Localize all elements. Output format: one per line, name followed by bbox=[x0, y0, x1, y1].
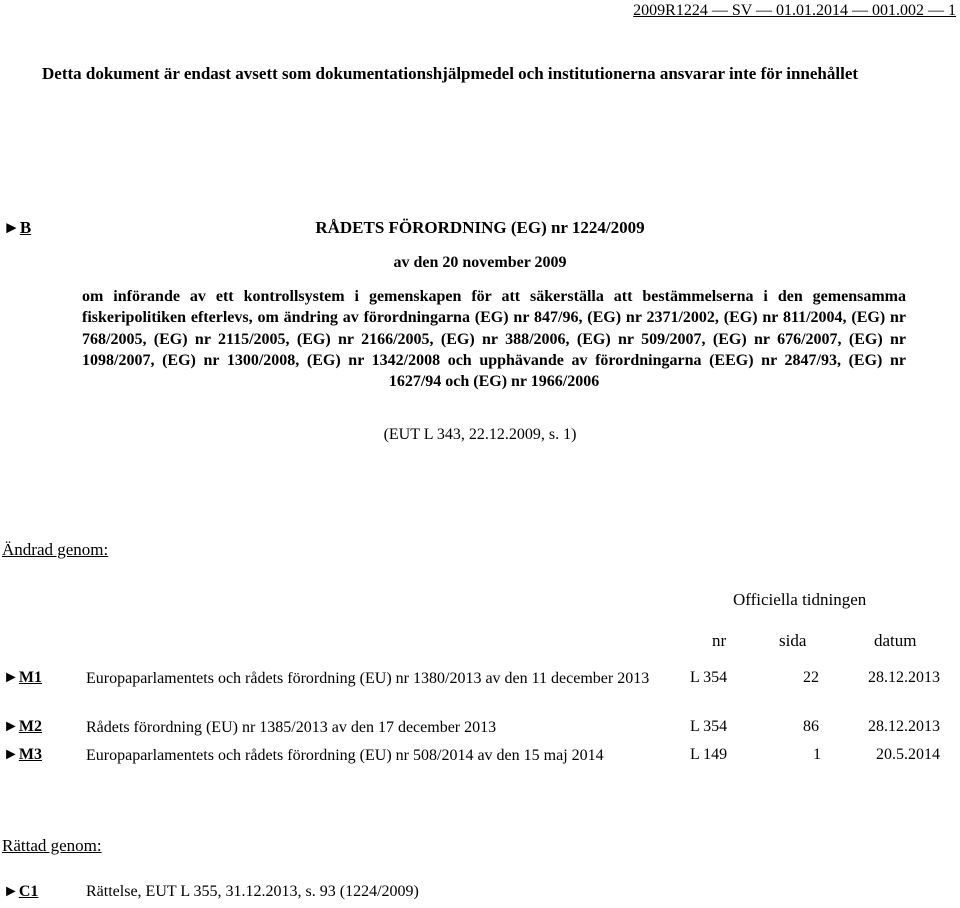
amendment-text: Europaparlamentets och rådets förordning (EU) nr 508/2014 av den 15 maj 2014 bbox=[86, 747, 604, 764]
triangle-right-icon: ► bbox=[3, 718, 19, 735]
amendment-marker-m2[interactable] bbox=[3, 718, 42, 736]
correction-marker-c1[interactable] bbox=[3, 883, 38, 901]
amendment-code: M2 bbox=[18, 718, 42, 735]
triangle-right-icon: ► bbox=[3, 669, 19, 686]
disclaimer-text: Detta dokument är endast avsett som dokumentationshjälpmedel och institutionerna ansvarar inte för innehållet bbox=[42, 64, 859, 83]
triangle-right-icon: ► bbox=[3, 746, 19, 763]
triangle-right-icon: ► bbox=[3, 883, 19, 900]
amendment-oj-nr: L 354 bbox=[690, 718, 728, 735]
regulation-subject: om införande av ett kontrollsystem i gemenskapen för att säkerställa att bestämmelserna i den gemensamma fiskeripolitiken efterlevs, om ändring av förordningarna (EG) nr 847/96, (EG) nr 2371/2002, (EG) nr 811/2004, (EG) nr 768/2005, (EG) nr 2115/2005, (EG) nr 2166/2005, (EG) nr 388/2006, (EG) nr 509/2007, (EG) nr 676/2007, (EG) nr 1098/2007, (EG) nr 1300/2008, (EG) nr 1342/2008 och upphävande av förordningarna (EEG) nr 2847/93, (EG) nr 1627/94 och (EG) nr 1966/2006 bbox=[82, 288, 906, 391]
amendment-oj-nr: L 354 bbox=[690, 669, 728, 686]
amendment-oj-date: 28.12.2013 bbox=[868, 669, 940, 686]
correction-code: C1 bbox=[18, 883, 39, 900]
amendment-code: M3 bbox=[18, 746, 42, 763]
official-journal-header: Officiella tidningen bbox=[733, 590, 867, 609]
amendment-oj-date: 20.5.2014 bbox=[876, 746, 940, 763]
correction-text: Rättelse, EUT L 355, 31.12.2013, s. 93 (1224/2009) bbox=[86, 883, 419, 900]
amendment-oj-nr: L 149 bbox=[690, 746, 728, 763]
regulation-date: av den 20 november 2009 bbox=[393, 254, 567, 271]
amendment-oj-date: 28.12.2013 bbox=[868, 718, 940, 735]
amendment-marker-m3[interactable] bbox=[3, 746, 42, 764]
column-header-nr: nr bbox=[712, 631, 727, 650]
column-header-page: sida bbox=[779, 631, 807, 650]
amendment-oj-page: 86 bbox=[803, 718, 819, 735]
regulation-title: RÅDETS FÖRORDNING (EG) nr 1224/2009 bbox=[315, 218, 645, 237]
triangle-right-icon: ► bbox=[3, 218, 20, 237]
amendment-text: Rådets förordning (EU) nr 1385/2013 av den 17 december 2013 bbox=[86, 719, 497, 736]
amendment-oj-page: 1 bbox=[813, 746, 821, 763]
base-act-code: B bbox=[19, 218, 32, 237]
regulation-source: (EUT L 343, 22.12.2009, s. 1) bbox=[383, 426, 577, 443]
amendment-oj-page: 22 bbox=[803, 669, 819, 686]
amended-by-label: Ändrad genom: bbox=[2, 540, 109, 559]
document-reference-header: 2009R1224 — SV — 01.01.2014 — 001.002 — 1 bbox=[633, 2, 956, 19]
amendment-marker-m1[interactable] bbox=[3, 669, 42, 687]
amendment-code: M1 bbox=[18, 669, 42, 686]
amendment-text: Europaparlamentets och rådets förordning (EU) nr 1380/2013 av den 11 december 2013 bbox=[86, 670, 650, 687]
column-header-date: datum bbox=[874, 631, 917, 650]
corrected-by-label: Rättad genom: bbox=[2, 836, 102, 855]
